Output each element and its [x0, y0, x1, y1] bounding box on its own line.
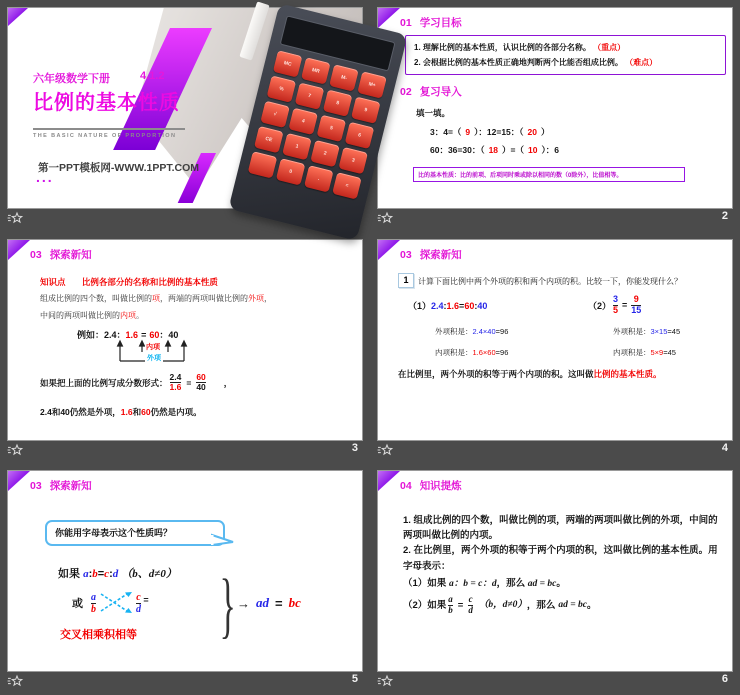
- calculator-key: M-: [329, 64, 359, 91]
- text: ，两端的两项叫做比例的: [160, 294, 248, 303]
- slide-cell-2: [370, 0, 740, 232]
- fraction: [468, 595, 473, 616]
- curly-brace: }: [219, 566, 236, 647]
- denominator: b: [91, 603, 96, 615]
- section-title: 学习目标: [419, 17, 462, 29]
- ellipsis-decoration: ...: [36, 169, 54, 185]
- highlight: 60: [141, 407, 151, 417]
- equation-part: ）: [541, 127, 550, 137]
- answer-value: 18: [488, 145, 499, 155]
- proportion-2: [588, 295, 643, 316]
- calculator-key: 4: [288, 108, 318, 135]
- text: ，: [264, 294, 272, 303]
- highlight: 项: [152, 294, 160, 303]
- math: ad = bc: [527, 578, 557, 589]
- calculator-key: 6: [345, 122, 375, 149]
- section-header: [30, 247, 92, 262]
- objective-line: [414, 55, 717, 70]
- var-b: b: [92, 568, 98, 580]
- cross-arrows-icon: [99, 591, 133, 615]
- knowledge-point-label: 知识点: [40, 277, 66, 287]
- slide-number: 6: [721, 673, 728, 685]
- fraction: [448, 595, 453, 616]
- sep: =: [459, 301, 465, 311]
- letter-statement: [58, 565, 177, 581]
- outer-term: 40: [168, 330, 179, 340]
- sep: =: [141, 330, 147, 340]
- animation-star-icon[interactable]: [377, 212, 393, 225]
- objectives-box: [405, 35, 726, 75]
- sep: =: [186, 377, 192, 388]
- condition: （b、d≠0）: [121, 568, 177, 580]
- text: 。: [586, 599, 597, 611]
- outer-term: 2.4: [431, 301, 444, 311]
- section-title: 探索新知: [49, 480, 92, 492]
- highlight: 1.6: [120, 407, 133, 417]
- or-label: 或: [72, 598, 83, 610]
- sep: =: [457, 599, 464, 611]
- section-number: 04: [400, 480, 412, 492]
- text: 中间的两项叫做比例的: [40, 311, 120, 320]
- section-title: 复习导入: [419, 86, 462, 98]
- denominator: d: [468, 604, 473, 615]
- outer-term: 40: [477, 301, 488, 311]
- calculator-key: √: [260, 101, 290, 128]
- text: 和: [132, 407, 142, 417]
- sep: :: [88, 568, 93, 580]
- expression: 2.4×40: [472, 327, 496, 336]
- subtitle-english: THE BASIC NATURE OF PROPORTION: [33, 133, 177, 139]
- product-line: [613, 347, 676, 358]
- numerator: a: [448, 593, 453, 604]
- denominator: 40: [196, 382, 206, 393]
- slide-thumbnail-3[interactable]: [8, 240, 362, 440]
- objective-line: [414, 40, 717, 55]
- calculator-key: [248, 151, 278, 178]
- example-number-badge: 1: [398, 273, 414, 288]
- item-label: （1）: [408, 301, 432, 311]
- fraction: [631, 295, 641, 316]
- math: ad = bc: [558, 599, 587, 610]
- equation-part: ）：12=15：（: [474, 127, 524, 137]
- denominator: b: [448, 604, 453, 615]
- calculator-key: =: [332, 172, 362, 199]
- label: 内项积是：: [613, 348, 651, 357]
- objective-tag: （难点）: [625, 58, 658, 67]
- outer-terms-label: 外项: [147, 355, 161, 362]
- summary-case-1: [403, 576, 721, 592]
- result: =96: [495, 348, 509, 357]
- text: 。: [136, 311, 144, 320]
- calculator-key: 5: [317, 115, 347, 142]
- denominator: 1.6: [169, 382, 182, 393]
- text: 。: [556, 577, 566, 589]
- numerator: c: [468, 593, 473, 604]
- calculator-key: M+: [357, 71, 387, 98]
- objective-text: 2. 会根据比例的基本性质正确地判断两个比能否组成比例。: [414, 58, 623, 67]
- sep: :: [474, 301, 478, 311]
- product-line: [613, 326, 680, 337]
- slide-cell-3: [0, 232, 370, 463]
- inner-terms-label: 内项: [146, 344, 160, 351]
- slide-number: 4: [721, 442, 728, 454]
- cross-multiply-label: 交叉相乘积相等: [60, 629, 137, 641]
- section-number: 01: [400, 17, 412, 29]
- inner-term: 60: [464, 301, 475, 311]
- fraction: [613, 295, 618, 316]
- text: （2）如果: [403, 599, 447, 611]
- calculator-key: 2: [310, 140, 340, 167]
- knowledge-point-line: [40, 276, 218, 288]
- numerator: 9: [633, 294, 639, 304]
- animation-star-icon[interactable]: [377, 444, 393, 457]
- section-title: 探索新知: [49, 249, 92, 261]
- item-label: （2）: [588, 300, 612, 311]
- calculator-key: 9: [351, 97, 381, 124]
- numerator: 2.4: [169, 372, 182, 382]
- inner-term: 1.6: [446, 301, 460, 311]
- slide-number: 2: [721, 210, 728, 222]
- corner-triangle: [8, 471, 30, 491]
- slide-cell-5: [0, 463, 370, 695]
- denominator: 5: [613, 304, 619, 315]
- slide-thumbnail-6[interactable]: [378, 471, 732, 671]
- result: =96: [495, 327, 509, 336]
- speech-bubble-tail: [211, 533, 235, 549]
- condition: （b，d≠0）: [478, 599, 527, 610]
- answer-value: 10: [528, 145, 538, 155]
- inner-term: 60: [149, 330, 160, 340]
- corner-triangle: [8, 240, 30, 260]
- highlight: 外项: [248, 294, 264, 303]
- sep: ，: [223, 377, 233, 388]
- numerator: 3: [613, 294, 619, 304]
- animation-star-icon[interactable]: [7, 675, 23, 688]
- sep: =: [97, 568, 105, 580]
- text: 组成比例的四个数，叫做比例的: [40, 294, 152, 303]
- slide-cell-4: [370, 232, 740, 463]
- fraction: [196, 373, 205, 393]
- animation-star-icon[interactable]: [7, 444, 23, 457]
- expression: 1.6×60: [472, 348, 496, 357]
- result-expression: [237, 595, 301, 611]
- website-credit: 第一PPT模板网-WWW.1PPT.COM: [38, 162, 199, 174]
- slide-number: 3: [351, 442, 358, 454]
- slide-title: 比例的基本性质: [33, 92, 180, 114]
- math: a：b = c：d: [448, 578, 497, 589]
- product-ad: ad: [256, 595, 269, 610]
- arrow-icon: →: [237, 595, 250, 611]
- text: 仍然是内项。: [150, 407, 202, 417]
- sep: :: [443, 301, 447, 311]
- cross-multiplication: [72, 591, 149, 615]
- summary-content: [403, 513, 721, 616]
- expression: 5×9: [650, 348, 664, 357]
- numerator: a: [91, 591, 96, 603]
- proportion-1: [408, 299, 487, 312]
- sep: ：: [159, 330, 169, 340]
- corner-triangle: [378, 240, 400, 260]
- paragraph-line: [40, 293, 272, 304]
- equation-part: 60：36=30：（: [430, 145, 485, 155]
- label: 外项积是：: [435, 327, 473, 336]
- equation-part: ）：6: [541, 145, 559, 155]
- slide-thumbnail-2[interactable]: [378, 8, 732, 208]
- equation-line: [430, 144, 559, 156]
- calculator-key: 3: [338, 147, 368, 174]
- course-label: 六年级数学下册: [33, 73, 110, 85]
- conclusion-line: [40, 406, 202, 418]
- inner-term: 1.6: [125, 330, 139, 340]
- calculator-key: MR: [301, 57, 331, 84]
- property-note-box: 比的基本性质：比的前项、后项同时乘或除以相同的数（0除外），比值相等。: [413, 167, 685, 182]
- product-bc: bc: [288, 595, 301, 610]
- calculator-key: 7: [295, 82, 325, 109]
- section-header: [400, 478, 462, 493]
- knowledge-point-title: 比例各部分的名称和比例的基本性质: [81, 277, 218, 287]
- slide-number: 5: [351, 673, 358, 685]
- corner-triangle: [378, 471, 400, 491]
- objective-text: 1. 理解比例的基本性质，认识比例的各部分名称。: [414, 43, 591, 52]
- animation-star-icon[interactable]: [377, 675, 393, 688]
- calculator-key: 0: [276, 158, 306, 185]
- fraction-form-line: [40, 373, 232, 393]
- text: 在比例里，两个外项的积等于两个内项的积。这叫做: [398, 369, 594, 379]
- highlight: 内项: [120, 311, 136, 320]
- highlight: 比例的基本性质。: [593, 369, 662, 379]
- section-number: 03: [30, 249, 42, 261]
- animation-star-icon[interactable]: [7, 212, 23, 225]
- section-title: 知识提炼: [419, 480, 462, 492]
- var-d: d: [112, 568, 119, 580]
- section-number: 03: [30, 480, 42, 492]
- lesson-code: 4.1.2: [140, 70, 165, 82]
- equation-part: ）=（: [502, 145, 525, 155]
- section-title: 探索新知: [419, 249, 462, 261]
- equation-line: [430, 126, 550, 138]
- calculator-key: .: [304, 165, 334, 192]
- title-divider: [33, 128, 185, 130]
- slide-cell-6: [370, 463, 740, 695]
- objective-tag: （重点）: [593, 43, 626, 52]
- section-header: [400, 84, 462, 99]
- denominator: 15: [631, 304, 642, 315]
- result: =45: [667, 327, 681, 336]
- calculator-key: 8: [323, 89, 353, 116]
- calculator-key: MC: [273, 50, 303, 77]
- slide-thumbnail-4[interactable]: [378, 240, 732, 440]
- calculator-key: CE: [254, 126, 284, 153]
- example-label: 例如：: [77, 330, 105, 340]
- conclusion-line: [398, 368, 662, 380]
- denominator: d: [136, 603, 141, 615]
- outer-term: 2.4: [104, 330, 117, 340]
- calculator-key: 1: [282, 133, 312, 160]
- text: （1）如果: [403, 577, 447, 589]
- product-line: [435, 326, 508, 337]
- label: 外项积是：: [613, 327, 651, 336]
- question-text: 计算下面比例中两个外项的积和两个内项的积。比较一下，你能发现什么？: [418, 277, 682, 286]
- calculator-key: %: [267, 75, 297, 102]
- numerator: c: [136, 591, 141, 603]
- text: ，那么: [496, 577, 526, 589]
- sep: =: [275, 595, 283, 611]
- text: 如果把上面的比例写成分数形式：: [40, 377, 168, 388]
- slide-thumbnail-1[interactable]: [8, 8, 377, 208]
- label: 内项积是：: [435, 348, 473, 357]
- sep: =: [622, 300, 628, 311]
- equals-sign: =: [143, 595, 149, 605]
- text: 2.4和40仍然是外项，: [40, 407, 121, 417]
- answer-value: 9: [465, 127, 471, 137]
- section-number: 02: [400, 86, 412, 98]
- result: =45: [663, 348, 676, 357]
- numerator: 60: [196, 372, 206, 382]
- corner-triangle: [8, 8, 28, 26]
- slide-thumbnail-5[interactable]: [8, 471, 362, 671]
- fraction: [91, 592, 96, 615]
- corner-triangle: [378, 8, 400, 28]
- product-line: [435, 347, 508, 358]
- var-c: c: [104, 568, 110, 580]
- answer-value: 20: [527, 127, 537, 137]
- section-number: 03: [400, 249, 412, 261]
- sep: :: [109, 568, 113, 580]
- summary-point-2: 2. 在比例里，两个外项的积等于两个内项的积，这叫做比例的基本性质。用字母表示：: [403, 545, 718, 572]
- var-a: a: [83, 568, 89, 580]
- fraction: [170, 373, 182, 393]
- calculator-keypad: [248, 50, 387, 199]
- slide-cell-1: [0, 0, 377, 232]
- summary-case-2: [403, 595, 721, 616]
- equation-part: 3：4=（: [430, 127, 462, 137]
- text: ，那么: [526, 599, 556, 611]
- section-header: [400, 247, 462, 262]
- speech-bubble: 你能用字母表示这个性质吗？: [45, 520, 225, 546]
- paragraph-line: [40, 310, 144, 321]
- expression: 3×15: [650, 327, 668, 336]
- fill-in-label: 填一填。: [416, 108, 451, 118]
- text: 如果: [58, 568, 80, 580]
- sep: ：: [116, 330, 126, 340]
- section-header: [30, 478, 92, 493]
- section-header: [400, 15, 462, 30]
- summary-point-1: 1. 组成比例的四个数，叫做比例的项，两端的两项叫做比例的外项，中间的两项叫做比例的内项。: [403, 515, 718, 542]
